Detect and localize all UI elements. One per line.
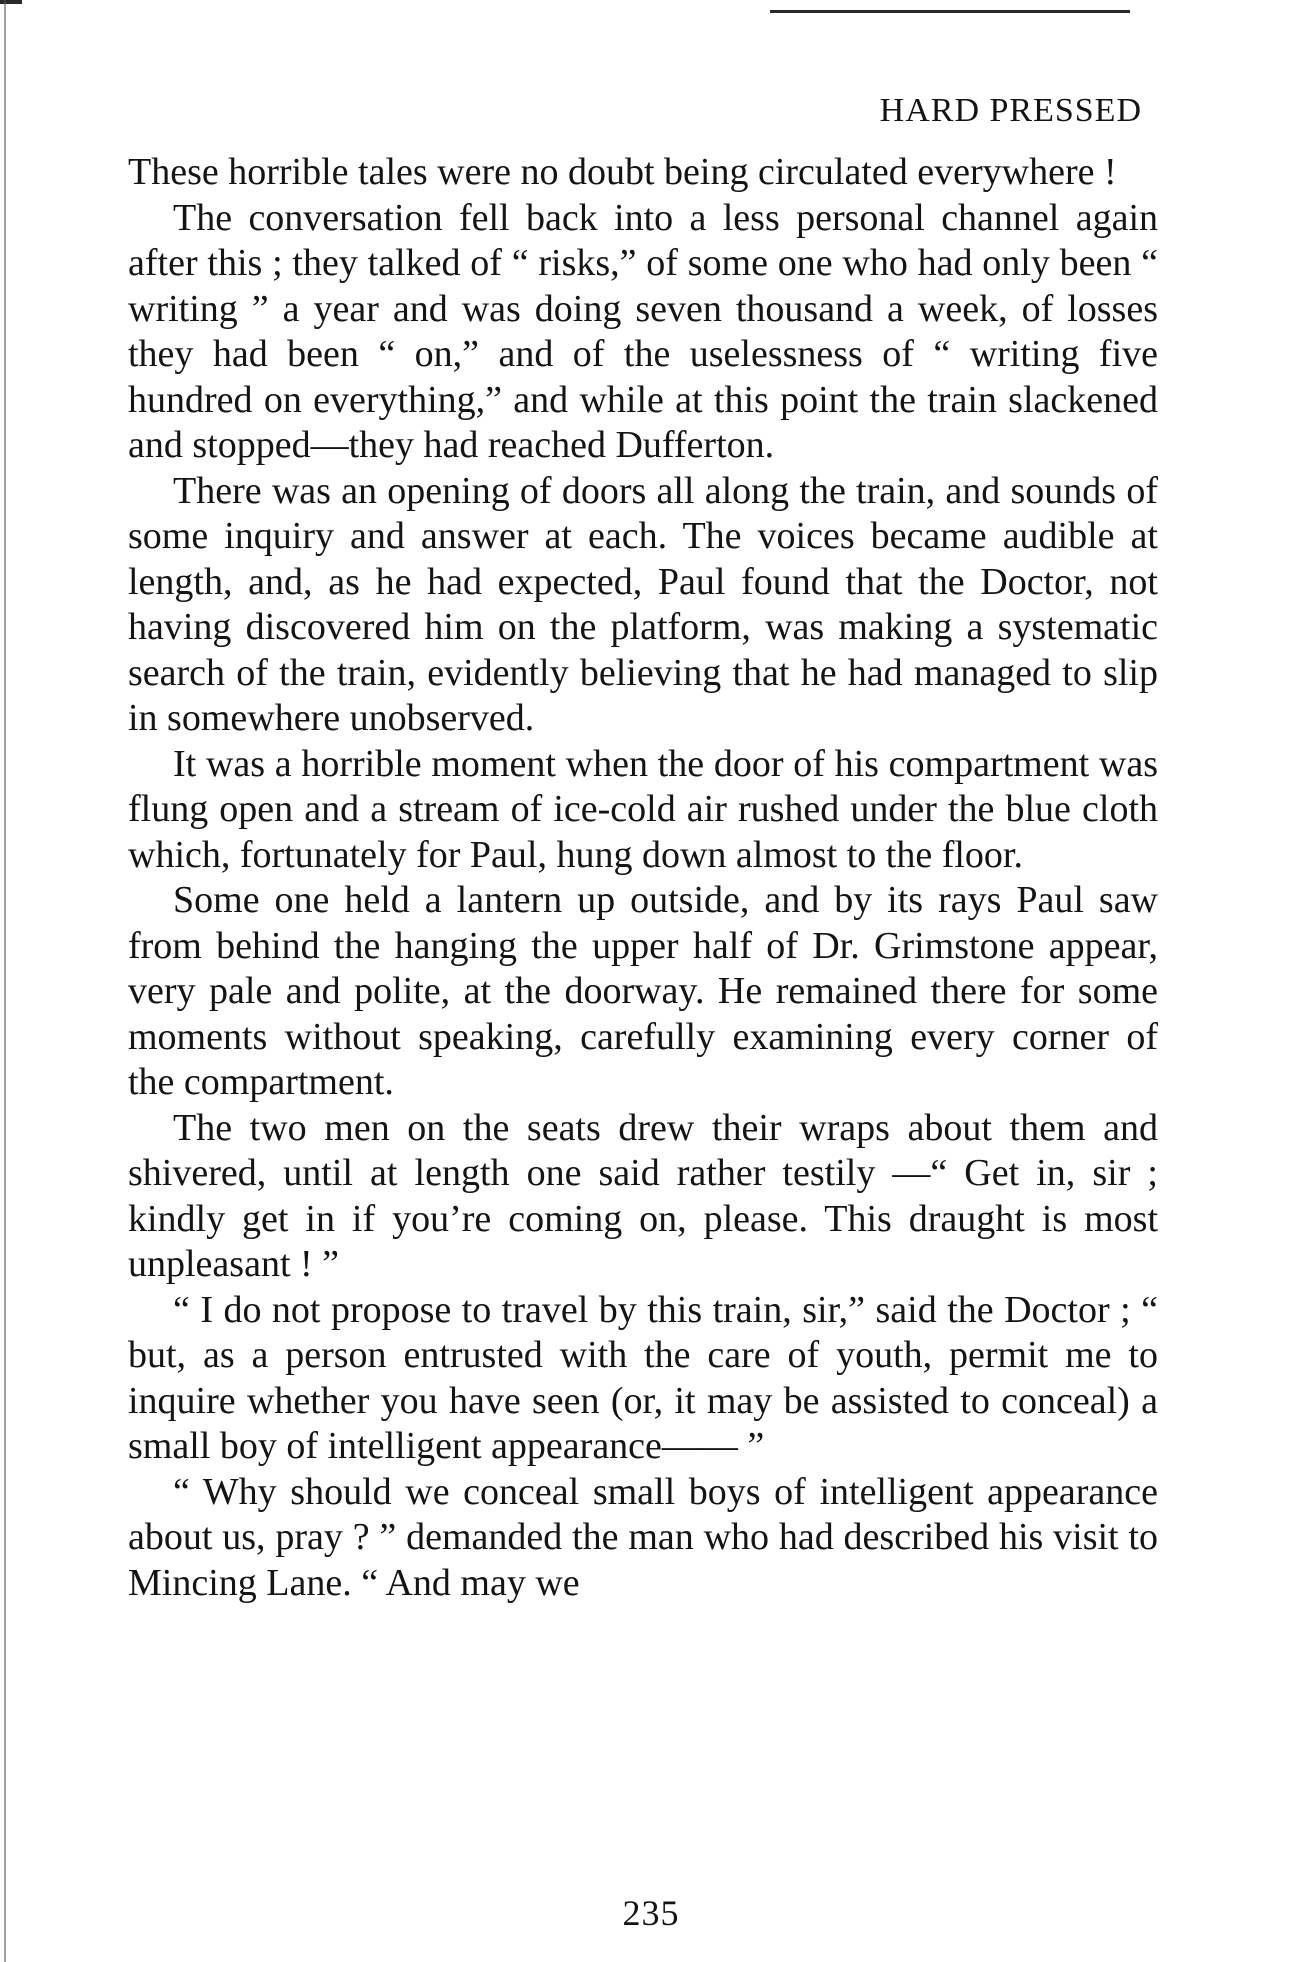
top-rule bbox=[770, 10, 1130, 13]
page-number: 235 bbox=[622, 1893, 680, 1933]
paragraph: The two men on the seats drew their wraps about them and shivered, until at length one said rather testily —“ Get in, sir ; kindly get in if you’re coming on, please. This draught is most unpleasant ! ” bbox=[128, 1106, 1158, 1285]
running-head: HARD PRESSED bbox=[879, 92, 1142, 129]
paragraph: The conversation fell back into a less personal channel again after this ; they talked of “ risks,” of some one who had only been “ writing ” a year and was doing seven thousand a week, of losses they had been “ on,” and of the uselessness of “ writing five hundred on everything,” and while at this point the train slackened and stopped—they had reached Dufferton. bbox=[128, 196, 1158, 466]
paragraph: Some one held a lantern up outside, and by its rays Paul saw from behind the hanging the upper half of Dr. Grimstone appear, very pale and polite, at the doorway. He remained there for some moments without speaking, carefully examining every corner of the compartment. bbox=[128, 879, 1158, 1103]
paragraph: It was a horrible moment when the door of his compartment was flung open and a stream of ice-cold air rushed under the blue cloth which, fortunately for Paul, hung down almost to the floor. bbox=[128, 742, 1158, 876]
paragraph: “ I do not propose to travel by this train, sir,” said the Doctor ; “ but, as a person entrusted with the care of youth, permit me to inquire whether you have seen (or, it may be assisted to conceal) a small boy of intelligent appearance—— ” bbox=[128, 1288, 1158, 1467]
paragraph: “ Why should we conceal small boys of intelligent appearance about us, pray ? ” demanded the man who had described his visit to Mincing Lane. “ And may we bbox=[128, 1470, 1158, 1604]
paragraph: There was an opening of doors all along the train, and sounds of some inquiry and answer at each. The voices became audible at length, and, as he had expected, Paul found that the Doctor, not having discovered him on the platform, was making a systematic search of the train, evidently believing that he had managed to slip in somewhere unobserved. bbox=[128, 469, 1158, 739]
paragraph: These horrible tales were no doubt being circulated everywhere ! bbox=[128, 151, 1117, 193]
page-left-edge bbox=[4, 0, 6, 1962]
body-text bbox=[128, 150, 1158, 1606]
